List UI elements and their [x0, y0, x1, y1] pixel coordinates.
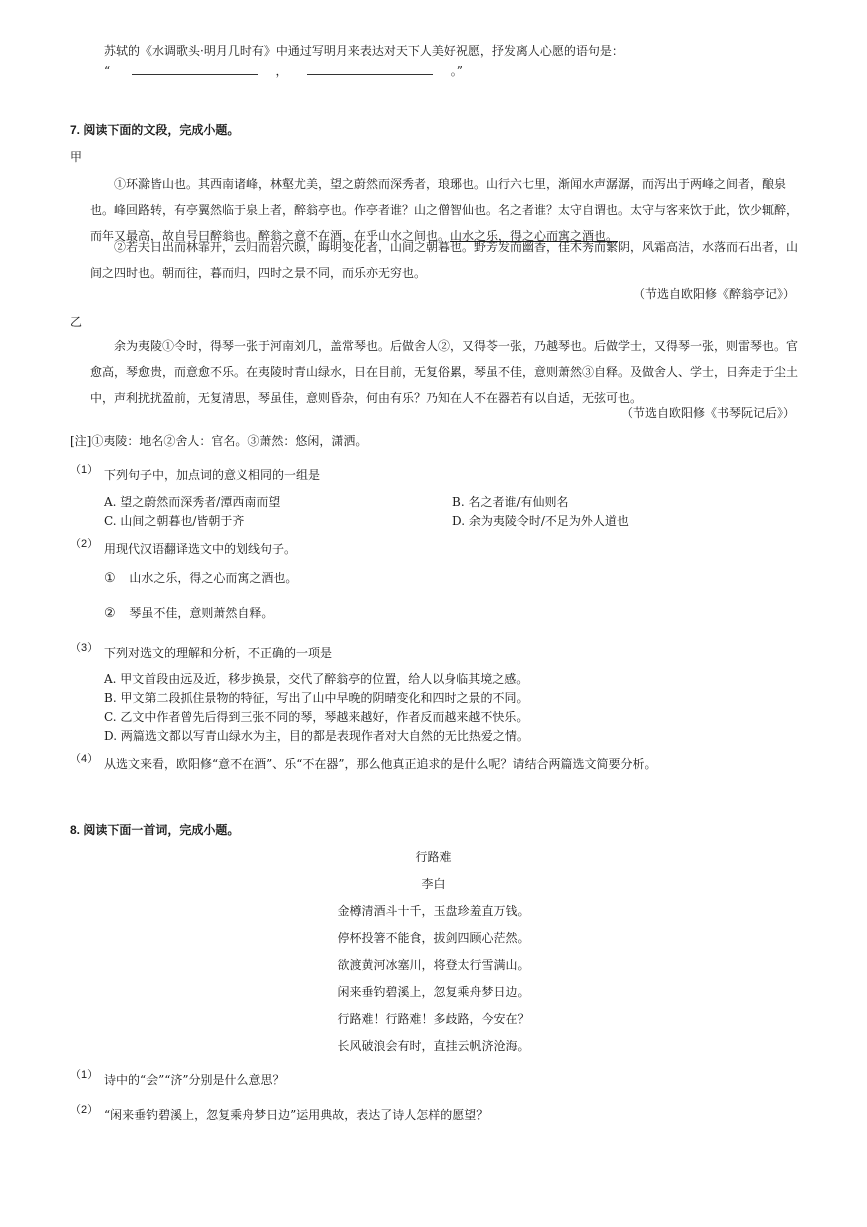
- poem-title: 行路难: [415, 850, 452, 864]
- source-zuiwengting: （节选自欧阳修《醉翁亭记》）: [632, 287, 795, 301]
- intro-blanks: [104, 62, 463, 79]
- q8-title: 8. 阅读下面一首词，完成小题。: [70, 823, 240, 837]
- poem-line: 行路难！行路难！多歧路，今安在？: [337, 1012, 530, 1026]
- q7-sub4-number: （4）: [70, 753, 99, 765]
- translate-sentence-1: 山水之乐，得之心而寓之酒也。: [129, 571, 298, 585]
- q8-sub1-question: 诗中的“会”“济”分别是什么意思？: [104, 1073, 285, 1087]
- q7-sub3-number: （3）: [70, 642, 99, 654]
- q7-sub3-option-a[interactable]: A. 甲文首段由远及近，移步换景，交代了醉翁亭的位置，给人以身临其境之感。: [104, 672, 529, 686]
- passage-jia-p1-text: ①环滁皆山也。其西南诸峰，林壑尤美，望之蔚然而深秀者，琅琊也。山行六七里，渐闻水声潺潺，而泻出于两峰之间者，酿泉也。峰回路转，有亭翼然临于泉上者，醉翁亭也。作亭者谁？山之僧智仙也。名之者谁？太守自谓也。太守与客来饮于此，饮少辄醉，而年又最高，故自号曰醉翁也。醉翁之意不在酒，在乎山水之间也。: [90, 177, 799, 243]
- intro-question: 苏轼的《水调歌头·明月几时有》中通过写明月来表达对天下人美好祝愿，抒发离人心愿的语句是：: [104, 44, 624, 58]
- q7-sub4-question: 从选文来看，欧阳修“意不在酒”、乐“不在器”，那么他真正追求的是什么呢？请结合两篇选文简要分析。: [104, 757, 657, 771]
- poem-line: 长风破浪会有时，直挂云帆济沧海。: [337, 1039, 530, 1053]
- answer-blank-1[interactable]: [132, 73, 258, 75]
- annotation-note: [注]①夷陵：地名②舍人：官名。③萧然：悠闲，潇洒。: [70, 434, 368, 448]
- underlined-sentence-1: 山水之乐，得之心而寓之酒也。: [450, 229, 619, 243]
- circled-two-marker: ②: [104, 606, 116, 621]
- q7-sub1-number: （1）: [70, 464, 99, 476]
- comma: ，: [275, 64, 288, 78]
- q7-sub3-option-b[interactable]: B. 甲文第二段抓住景物的特征，写出了山中早晚的阴晴变化和四时之景的不同。: [104, 691, 529, 705]
- q8-sub2-number: （2）: [70, 1104, 99, 1116]
- q8-sub2-question: “闲来垂钓碧溪上，忽复乘舟梦日边”运用典故，表达了诗人怎样的愿望？: [104, 1108, 489, 1122]
- passage-jia-p2: ②若夫日出而林霏开，云归而岩穴暝，晦明变化者，山间之朝暮也。野芳发而幽香，佳木秀而繁阴，风霜高洁，水落而石出者，山间之四时也。朝而往，暮而归，四时之景不同，而乐亦无穷也。: [90, 240, 799, 280]
- q7-sub1-option-d[interactable]: D. 余为夷陵令时/不足为外人道也: [452, 514, 629, 528]
- open-quote: “: [104, 64, 111, 78]
- q7-sub3-question: 下列对选文的理解和分析，不正确的一项是: [104, 646, 333, 660]
- source-qinruan: （节选自欧阳修《书琴阮记后》）: [620, 406, 795, 420]
- q7-sub1-option-c[interactable]: C. 山间之朝暮也/皆朝于齐: [104, 514, 245, 528]
- poem-line: 金樽清酒斗十千，玉盘珍羞直万钱。: [337, 904, 530, 918]
- poem-author: 李白: [421, 877, 446, 891]
- q8-sub1-number: （1）: [70, 1069, 99, 1081]
- q7-sub2-item-2: [104, 604, 273, 621]
- q7-sub1-option-a[interactable]: A. 望之蔚然而深秀者/潭西南而望: [104, 495, 281, 509]
- q7-sub1-option-b[interactable]: B. 名之者谁/有仙则名: [452, 495, 569, 509]
- q7-sub3-option-c[interactable]: C. 乙文中作者曾先后得到三张不同的琴，琴越来越好，作者反而越来越不快乐。: [104, 710, 529, 724]
- answer-blank-2[interactable]: [307, 73, 433, 75]
- poem-line: 闲来垂钓碧溪上，忽复乘舟梦日边。: [337, 985, 530, 999]
- passage-jia-label: 甲: [70, 150, 83, 164]
- passage-yi-p1: 余为夷陵①令时，得琴一张于河南刘几，盖常琴也。后做舍人②，又得苓一张，乃越琴也。后做学士，又得琴一张，则雷琴也。官愈高，琴愈贵，而意愈不乐。在夷陵时青山绿水，日在目前，无复俗累，琴虽不佳，意则萧然③自释。及做舍人、学士，日奔走于尘土中，声利扰扰盈前，无复清思，琴虽佳，意则昏杂，何由有乐？乃知在人不在器若有以自适，无弦可也。: [90, 339, 799, 405]
- q7-title: 7. 阅读下面的文段，完成小题。: [70, 123, 240, 137]
- passage-yi-label: 乙: [70, 315, 83, 329]
- poem-line: 欲渡黄河冰塞川，将登太行雪满山。: [337, 958, 530, 972]
- q7-sub2-item-1: [104, 569, 297, 586]
- q7-sub1-question: 下列句子中，加点词的意义相同的一组是: [104, 468, 321, 482]
- q7-sub3-option-d[interactable]: D. 两篇选文都以写青山绿水为主，目的都是表现作者对大自然的无比热爱之情。: [104, 729, 529, 743]
- close-quote: 。”: [450, 64, 463, 78]
- q7-sub2-question: 用现代汉语翻译选文中的划线句子。: [104, 542, 297, 556]
- circled-one-marker: ①: [104, 571, 116, 586]
- q7-sub2-number: （2）: [70, 538, 99, 550]
- poem-line: 停杯投箸不能食，拔剑四顾心茫然。: [337, 931, 530, 945]
- translate-sentence-2: 琴虽不佳，意则萧然自释。: [129, 606, 274, 620]
